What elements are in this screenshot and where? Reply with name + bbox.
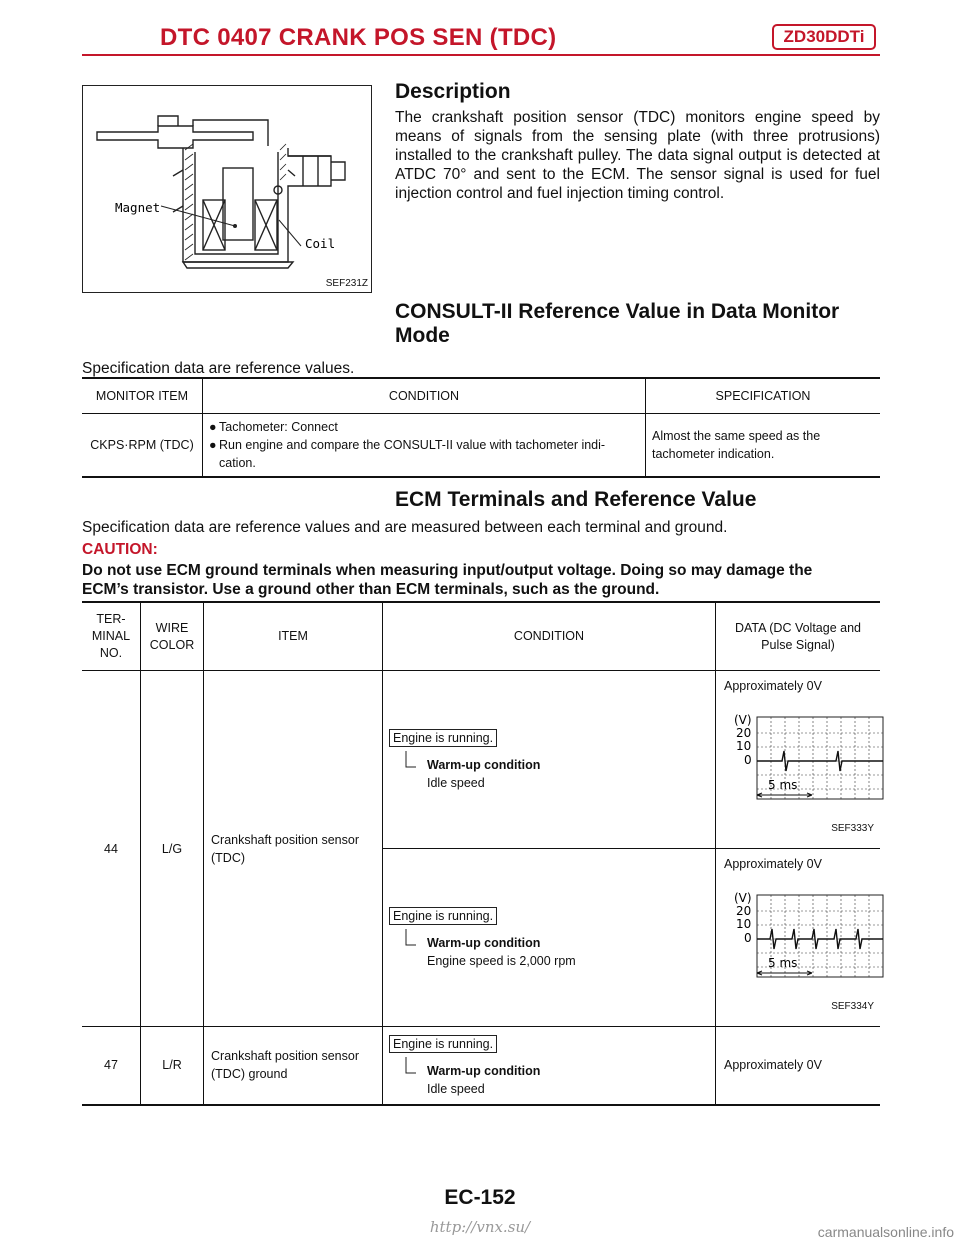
consult-heading-line2: Mode xyxy=(395,324,450,347)
data-cell xyxy=(716,849,881,1027)
condition-cell xyxy=(383,671,716,849)
caution-line1: Do not use ECM ground terminals when measuring input/output voltage. Doing so may damage the xyxy=(82,562,813,579)
svg-text:10: 10 xyxy=(736,917,752,931)
sensor-figure xyxy=(82,85,372,293)
section-title: DTC 0407 CRANK POS SEN (TDC) xyxy=(160,24,557,51)
svg-text:(V): (V) xyxy=(734,891,752,905)
wire-color: L/R xyxy=(141,1027,204,1105)
engine-badge: ZD30DDTi xyxy=(772,24,876,50)
bullet-icon: ● xyxy=(209,420,217,434)
figure-caption: SEF231Z xyxy=(325,278,368,289)
condition-cell xyxy=(383,1027,716,1105)
magnet-label: Magnet xyxy=(115,200,161,215)
consult-note: Specification data are reference values. xyxy=(82,360,355,377)
engine-running-box: Engine is running. xyxy=(389,1035,497,1053)
coil-label: Coil xyxy=(305,236,336,251)
ecm-note: Specification data are reference values and are measured between each terminal and ground. xyxy=(82,519,728,536)
engine-running-box: Engine is running. xyxy=(389,907,497,925)
svg-text:5 ms: 5 ms xyxy=(768,778,798,792)
col-specification: SPECIFICATION xyxy=(646,378,881,414)
description-heading: Description xyxy=(395,80,511,103)
col-item: ITEM xyxy=(204,602,383,671)
ecm-table xyxy=(82,601,880,1106)
consult-heading xyxy=(395,300,839,348)
source-url[interactable]: http://vnx.su/ xyxy=(429,1218,531,1236)
condition-line2: Run engine and compare the CONSULT-II value with tachometer indi- xyxy=(219,438,606,452)
item-text: Crankshaft position sensor (TDC) ground xyxy=(204,1027,383,1105)
col-terminal: TER- MINAL NO. xyxy=(82,602,141,671)
col-data: DATA (DC Voltage and Pulse Signal) xyxy=(716,602,881,671)
data-value: Approximately 0V xyxy=(716,1027,881,1105)
specification-value xyxy=(646,414,881,478)
item-text: Crankshaft position sensor (TDC) xyxy=(204,671,383,1027)
condition-value xyxy=(203,414,646,478)
table-row xyxy=(82,1027,880,1105)
spec-line2: tachometer indication. xyxy=(652,447,775,461)
waveform-2000rpm xyxy=(716,889,886,985)
engine-running-box: Engine is running. xyxy=(389,729,497,747)
consult-heading-line1: CONSULT-II Reference Value in Data Monitor xyxy=(395,300,840,323)
data-cell xyxy=(716,671,881,849)
svg-text:10: 10 xyxy=(736,739,752,753)
branch-line xyxy=(405,929,417,947)
condition-detail: Idle speed xyxy=(427,1082,485,1096)
svg-text:0: 0 xyxy=(744,931,752,945)
condition-detail: Engine speed is 2,000 rpm xyxy=(427,954,576,968)
svg-text:(V): (V) xyxy=(734,713,752,727)
terminal-no: 44 xyxy=(104,841,118,856)
caution-text xyxy=(82,561,880,599)
data-value: Approximately 0V xyxy=(724,679,822,693)
description-text: The crankshaft position sensor (TDC) monitors engine speed by means of signals from the sensing plate (with three protrusions) installed to the crankshaft pulley. The data signal output is detected at ATDC 70° and sent to the ECM. The sensor signal is used for fuel injection control and fuel injection timing control. xyxy=(395,109,880,202)
figure-caption: SEF333Y xyxy=(831,823,874,834)
svg-text:20: 20 xyxy=(736,904,752,918)
ecm-heading: ECM Terminals and Reference Value xyxy=(395,488,757,511)
waveform-idle xyxy=(716,711,886,807)
consult-table xyxy=(82,377,880,478)
svg-text:20: 20 xyxy=(736,726,752,740)
svg-text:5 ms: 5 ms xyxy=(768,956,798,970)
col-condition: CONDITION xyxy=(203,378,646,414)
branch-line xyxy=(405,751,417,769)
warmup-label: Warm-up condition xyxy=(427,758,541,772)
caution-line2: ECM’s transistor. Use a ground other than ECM terminals, such as the ground. xyxy=(82,581,660,598)
watermark: carmanualsonline.info xyxy=(817,1224,954,1240)
condition-line3: cation. xyxy=(219,456,256,470)
warmup-label: Warm-up condition xyxy=(427,1064,541,1078)
figure-caption: SEF334Y xyxy=(831,1001,874,1012)
col-condition: CONDITION xyxy=(383,602,716,671)
warmup-label: Warm-up condition xyxy=(427,936,541,950)
svg-text:0: 0 xyxy=(744,753,752,767)
caution-label: CAUTION: xyxy=(82,541,158,558)
terminal-no: 47 xyxy=(82,1027,141,1105)
branch-line xyxy=(405,1057,417,1075)
table-row xyxy=(82,671,880,849)
header-rule xyxy=(82,54,880,56)
col-wire-color: WIRE COLOR xyxy=(141,602,204,671)
sensor-diagram xyxy=(83,86,370,291)
page-number: EC-152 xyxy=(444,1186,516,1209)
bullet-icon: ● xyxy=(209,438,217,452)
monitor-item-value: CKPS·RPM (TDC) xyxy=(90,438,194,452)
condition-cell xyxy=(383,849,716,1027)
condition-detail: Idle speed xyxy=(427,776,485,790)
col-monitor-item: MONITOR ITEM xyxy=(82,378,203,414)
data-value: Approximately 0V xyxy=(724,857,822,871)
spec-line1: Almost the same speed as the xyxy=(652,429,821,443)
condition-line1: Tachometer: Connect xyxy=(219,420,338,434)
wire-color: L/G xyxy=(141,671,204,1027)
